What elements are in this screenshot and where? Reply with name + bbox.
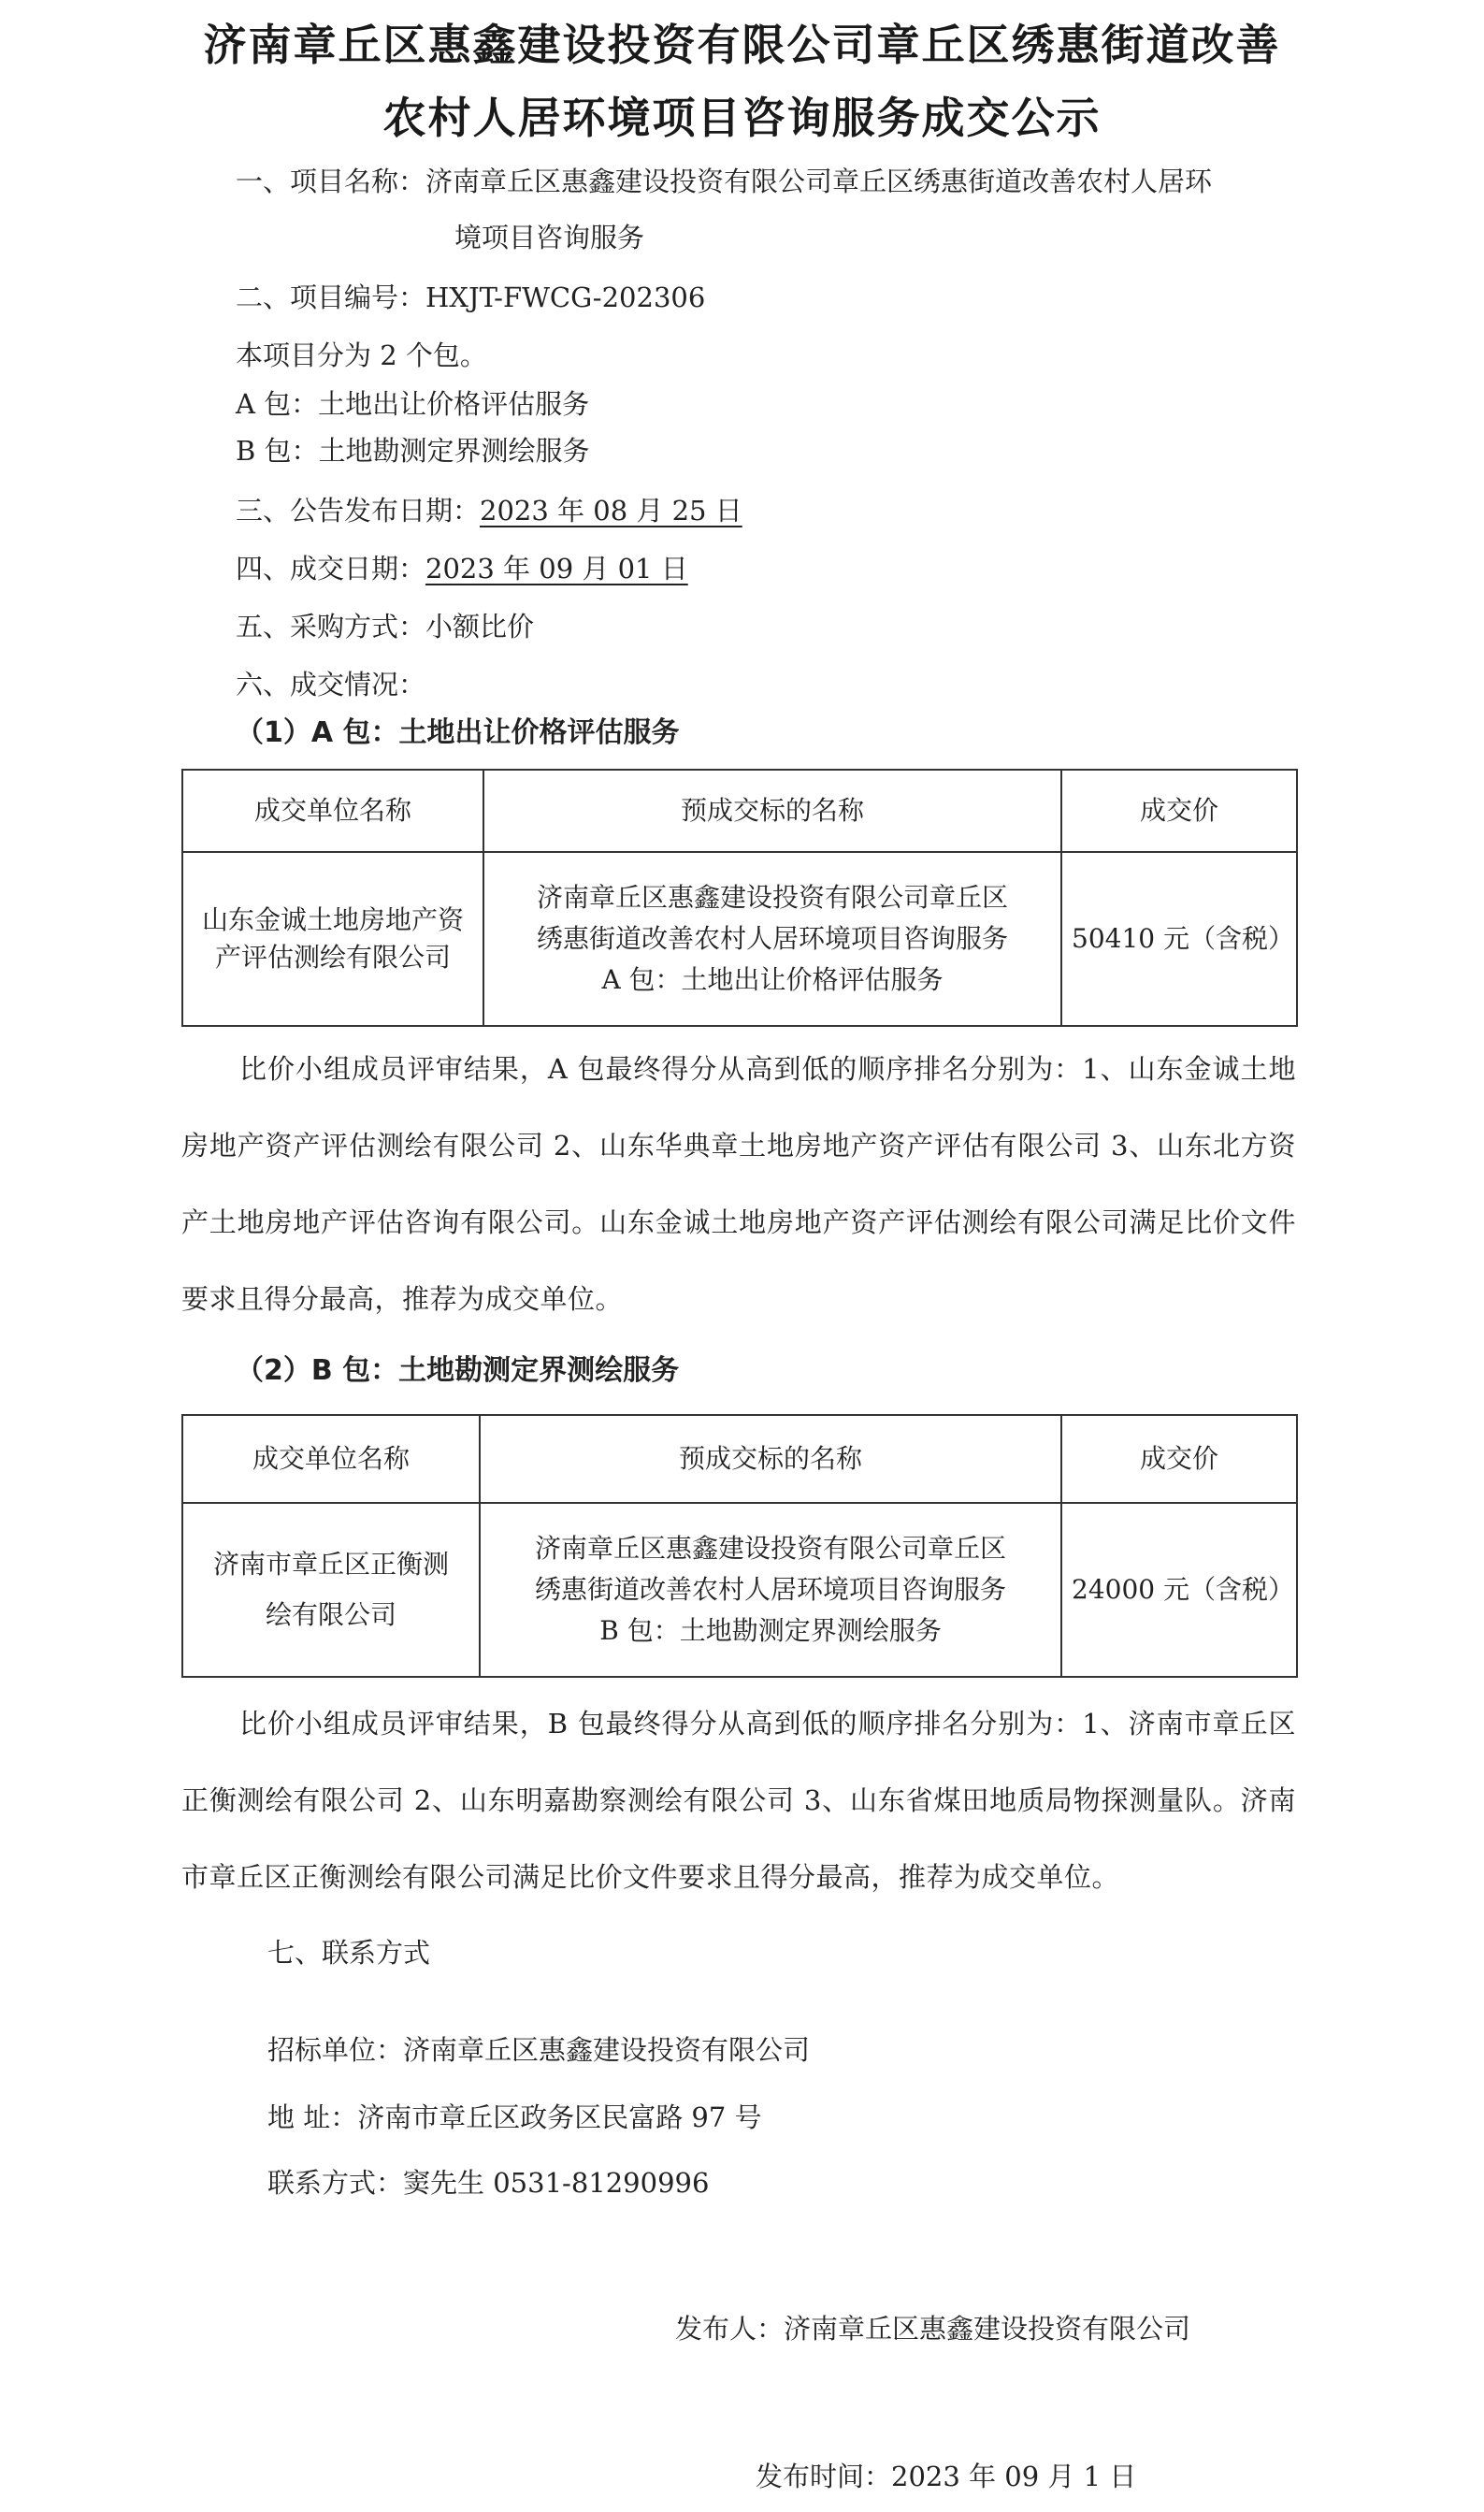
table-header-row — [182, 1415, 1297, 1503]
package-b-line: B 包：土地勘测定界测绘服务 — [236, 435, 590, 467]
publish-date-label: 三、公告发布日期： — [236, 495, 481, 527]
title-line-1: 济南章丘区惠鑫建设投资有限公司章丘区绣惠街道改善 — [203, 20, 1281, 70]
header-price: 成交价 — [1061, 770, 1297, 852]
review-a-paragraph: 比价小组成员评审结果，A 包最终得分从高到低的顺序排名分别为：1、山东金诚土地房地产资产评估测绘有限公司 2、山东华典章土地房地产资产评估有限公司 3、山东北方资产土地房地产评估咨询有限公司。山东金诚土地房地产资产评估测绘有限公司满足比价文件要求且得分最高，推荐为成交单位。 — [181, 1053, 1296, 1315]
project-name-label: 一、项目名称： — [236, 166, 426, 197]
project-number-label: 二、项目编号： — [236, 282, 426, 313]
unit-cell — [182, 1503, 480, 1677]
subject-line: 绣惠街道改善农村人居环境项目咨询服务 — [534, 1574, 1006, 1605]
header-price: 成交价 — [1061, 1415, 1297, 1503]
packages-note: 本项目分为 2 个包。 — [236, 339, 487, 371]
subject-line: 济南章丘区惠鑫建设投资有限公司章丘区 — [534, 1533, 1006, 1564]
subject-line: A 包：土地出让价格评估服务 — [601, 964, 944, 995]
price-cell: 24000 元（含税） — [1061, 1503, 1297, 1677]
review-b-paragraph: 比价小组成员评审结果，B 包最终得分从高到低的顺序排名分别为：1、济南市章丘区正衡测绘有限公司 2、山东明嘉勘察测绘有限公司 3、山东省煤田地质局物探测量队。济南市章丘区正衡测绘有限公司满足比价文件要求且得分最高，推荐为成交单位。 — [181, 1708, 1296, 1893]
header-subject: 预成交标的名称 — [483, 770, 1061, 852]
contact-heading: 七、联系方式 — [267, 1937, 431, 1969]
publisher: 发布人：济南章丘区惠鑫建设投资有限公司 — [675, 2313, 1191, 2345]
award-table-a — [181, 769, 1298, 1027]
publish-time: 发布时间：2023 年 09 月 1 日 — [756, 2461, 1137, 2492]
subject-cell — [480, 1503, 1061, 1677]
subject-line: 济南章丘区惠鑫建设投资有限公司章丘区 — [536, 882, 1008, 913]
result-heading: 六、成交情况： — [236, 669, 426, 700]
deal-date-value: 2023 年 09 月 01 日 — [425, 553, 688, 585]
tender-unit: 招标单位：济南章丘区惠鑫建设投资有限公司 — [267, 2034, 811, 2066]
table-row — [182, 852, 1297, 1026]
unit-line: 济南市章丘区正衡测 — [212, 1549, 449, 1580]
unit-line: 绘有限公司 — [265, 1599, 396, 1630]
deal-date — [236, 550, 688, 587]
header-unit: 成交单位名称 — [182, 1415, 480, 1503]
subject-cell — [483, 852, 1061, 1026]
award-table-b — [181, 1414, 1298, 1678]
project-name — [236, 163, 1212, 200]
table-row — [182, 1503, 1297, 1677]
package-a-line: A 包：土地出让价格评估服务 — [236, 388, 590, 420]
project-number-value: HXJT-FWCG-202306 — [425, 282, 706, 313]
price-cell: 50410 元（含税） — [1061, 852, 1297, 1026]
deal-date-label: 四、成交日期： — [236, 553, 426, 585]
unit-cell: 山东金诚土地房地产资产评估测绘有限公司 — [182, 852, 483, 1026]
header-unit: 成交单位名称 — [182, 770, 483, 852]
contact-info: 联系方式：窦先生 0531-81290996 — [267, 2167, 710, 2199]
project-name-cont: 境项目咨询服务 — [454, 222, 645, 253]
publish-date-value: 2023 年 08 月 25 日 — [480, 495, 742, 527]
project-name-value: 济南章丘区惠鑫建设投资有限公司章丘区绣惠街道改善农村人居环 — [425, 166, 1213, 197]
address: 地 址：济南市章丘区政务区民富路 97 号 — [267, 2101, 762, 2133]
section-b-heading: （2）B 包：土地勘测定界测绘服务 — [236, 1354, 680, 1387]
project-number — [236, 279, 705, 316]
procurement-method — [236, 608, 534, 645]
title-line-2: 农村人居环境项目咨询服务成交公示 — [382, 93, 1102, 143]
header-subject: 预成交标的名称 — [480, 1415, 1061, 1503]
section-a-heading: （1）A 包：土地出让价格评估服务 — [236, 716, 680, 749]
subject-line: 绣惠街道改善农村人居环境项目咨询服务 — [536, 923, 1008, 954]
method-value: 小额比价 — [425, 611, 535, 642]
method-label: 五、采购方式： — [236, 611, 426, 642]
subject-line: B 包：土地勘测定界测绘服务 — [599, 1615, 942, 1646]
table-header-row — [182, 770, 1297, 852]
publish-date — [236, 492, 742, 529]
